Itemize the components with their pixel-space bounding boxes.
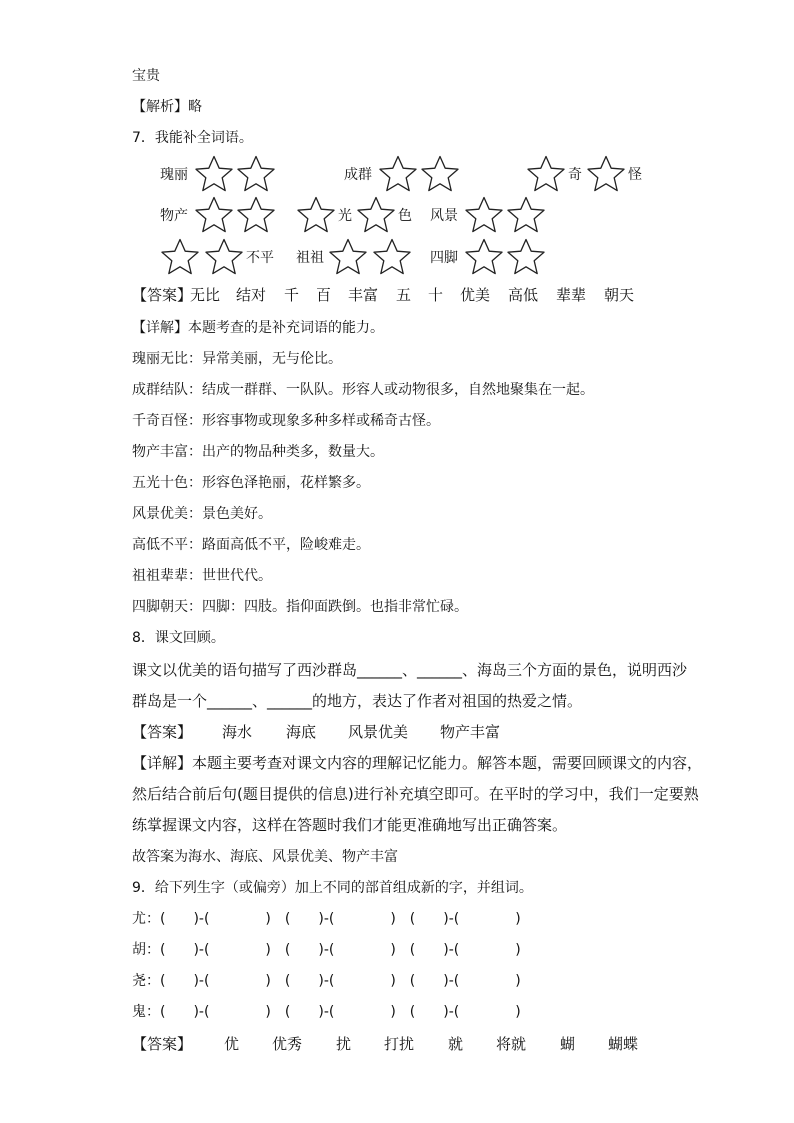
q7-detail: 【详解】本题考查的是补充词语的能力。 — [132, 320, 384, 336]
q7-row2-word-c: 风景 — [430, 208, 458, 224]
star-blank[interactable] — [160, 238, 200, 276]
star-blank[interactable] — [194, 196, 234, 234]
q7-answer-9: 高低 — [508, 286, 539, 304]
q9-row-blanks[interactable]: ：( )-( ) ( )-( ) ( )-( ) — [146, 973, 521, 989]
q7-answer-5: 丰富 — [348, 286, 379, 304]
star-blank[interactable] — [356, 196, 396, 234]
q7-row1-word-a: 瑰丽 — [160, 167, 188, 183]
q9-row-blanks[interactable]: ：( )-( ) ( )-( ) ( )-( ) — [146, 942, 521, 958]
q9-row-blanks[interactable]: ：( )-( ) ( )-( ) ( )-( ) — [146, 911, 521, 927]
q7-answer-8: 优美 — [460, 286, 491, 304]
star-blank[interactable] — [372, 238, 412, 276]
analysis-line: 【解析】略 — [132, 99, 202, 115]
star-blank[interactable] — [506, 238, 546, 276]
q7-row1-word-c1: 奇 — [568, 167, 582, 183]
q7-answer-11: 朝天 — [604, 286, 635, 304]
star-blank[interactable] — [378, 155, 418, 193]
q7-title: 7．我能补全词语。 — [132, 130, 253, 146]
q9-answer-6: 将就 — [496, 1035, 527, 1053]
q8-answer-1: 海水 — [222, 723, 253, 741]
q7-row2-word-b2: 色 — [398, 208, 412, 224]
star-blank[interactable] — [506, 196, 546, 234]
star-blank[interactable] — [464, 196, 504, 234]
q8-answer-2: 海底 — [286, 723, 317, 741]
q9-row-blanks[interactable]: ：( )-( ) ( )-( ) ( )-( ) — [146, 1004, 521, 1020]
q9-answer-2: 优秀 — [272, 1035, 303, 1053]
q7-row1-word-b: 成群 — [344, 167, 372, 183]
q7-answer-1: 无比 — [190, 286, 221, 304]
q9-answer-7: 蝴 — [560, 1035, 576, 1053]
star-blank[interactable] — [420, 155, 460, 193]
q9-row-char: 尧 — [132, 973, 146, 989]
q7-answer-10: 辈辈 — [556, 286, 587, 304]
q7-answer-6: 五 — [396, 286, 412, 304]
q7-row3-word-a: 不平 — [246, 250, 274, 266]
star-blank[interactable] — [464, 238, 504, 276]
star-blank[interactable] — [194, 155, 234, 193]
q9-answer-8: 蝴蝶 — [608, 1035, 639, 1053]
q7-explanation: 风景优美：景色美好。 — [132, 506, 272, 522]
star-blank[interactable] — [296, 196, 336, 234]
star-blank[interactable] — [204, 238, 244, 276]
q8-text-2: 群岛是一个______、______的地方，表达了作者对祖国的热爱之情。 — [132, 692, 583, 710]
q7-explanation: 祖祖辈辈：世世代代。 — [132, 568, 272, 584]
q9-row-char: 鬼 — [132, 1004, 146, 1020]
star-blank[interactable] — [236, 196, 276, 234]
q9-answer-3: 扰 — [336, 1035, 352, 1053]
previous-answer: 宝贵 — [132, 68, 160, 84]
q8-detail-3: 练掌握课文内容，这样在答题时我们才能更准确地写出正确答案。 — [132, 816, 568, 834]
q9-answer-4: 打扰 — [384, 1035, 415, 1053]
q8-detail-2: 然后结合前后句(题目提供的信息)进行补充填空即可。在平时的学习中，我们一定要熟 — [132, 785, 699, 803]
q7-explanation: 千奇百怪：形容事物或现象多种多样或稀奇古怪。 — [132, 413, 440, 429]
q8-conclusion: 故答案为海水、海底、风景优美、物产丰富 — [132, 849, 398, 865]
q7-explanation: 高低不平：路面高低不平，险峻难走。 — [132, 537, 370, 553]
q7-row1-word-c2: 怪 — [628, 167, 642, 183]
q7-explanation: 成群结队：结成一群群、一队队。形容人或动物很多，自然地聚集在一起。 — [132, 382, 594, 398]
q8-text-1: 课文以优美的语句描写了西沙群岛______、______、海岛三个方面的景色，说明西沙 — [132, 661, 688, 679]
q9-answer-1: 优 — [224, 1035, 240, 1053]
q8-title: 8．课文回顾。 — [132, 630, 225, 646]
star-blank[interactable] — [236, 155, 276, 193]
q8-answer-4: 物产丰富 — [440, 723, 501, 741]
q7-explanation: 物产丰富：出产的物品种类多，数量大。 — [132, 444, 384, 460]
q9-row-char: 胡 — [132, 942, 146, 958]
q7-answer-label: 【答案】 — [132, 286, 193, 304]
q8-detail-1: 【详解】本题主要考查对课文内容的理解记忆能力。解答本题，需要回顾课文的内容， — [132, 754, 703, 772]
q7-explanation: 四脚朝天：四脚：四肢。指仰面跌倒。也指非常忙碌。 — [132, 599, 468, 615]
star-blank[interactable] — [328, 238, 368, 276]
q7-row2-word-b1: 光 — [338, 208, 352, 224]
q9-answer-5: 就 — [448, 1035, 464, 1053]
q7-answer-4: 百 — [316, 286, 332, 304]
q7-answer-7: 十 — [428, 286, 444, 304]
q7-row3-word-c: 四脚 — [430, 250, 458, 266]
q7-answer-2: 结对 — [236, 286, 267, 304]
q7-row3-word-b: 祖祖 — [296, 250, 324, 266]
q8-answer-label: 【答案】 — [132, 723, 193, 741]
q8-answer-3: 风景优美 — [348, 723, 409, 741]
q7-explanation: 五光十色：形容色泽艳丽，花样繁多。 — [132, 475, 370, 491]
q7-row2-word-a: 物产 — [160, 208, 188, 224]
q9-title: 9．给下列生字（或偏旁）加上不同的部首组成新的字，并组词。 — [132, 880, 533, 896]
star-blank[interactable] — [586, 155, 626, 193]
q9-answer-label: 【答案】 — [132, 1035, 193, 1053]
q9-row-char: 尤 — [132, 911, 146, 927]
q7-answer-3: 千 — [284, 286, 300, 304]
star-blank[interactable] — [526, 155, 566, 193]
q7-explanation: 瑰丽无比：异常美丽，无与伦比。 — [132, 351, 342, 367]
